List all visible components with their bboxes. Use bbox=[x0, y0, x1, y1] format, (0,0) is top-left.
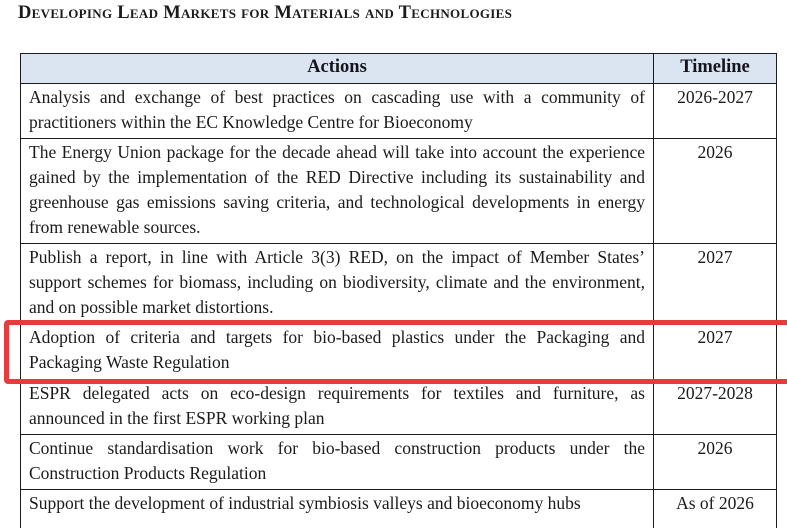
action-cell: Adoption of criteria and targets for bio-based plastics under the Packaging and Packaging Waste Regulation bbox=[21, 324, 654, 380]
table-row bbox=[21, 84, 777, 139]
table-header-row bbox=[21, 54, 777, 84]
table-row bbox=[21, 139, 777, 244]
actions-timeline-table bbox=[20, 53, 777, 528]
column-header-actions: Actions bbox=[21, 54, 654, 84]
action-cell: Continue standardisation work for bio-based construction products under the Construction Products Regulation bbox=[21, 435, 654, 490]
table-row bbox=[21, 380, 777, 435]
timeline-cell: 2027-2028 bbox=[654, 380, 777, 435]
table-row bbox=[21, 490, 777, 528]
timeline-cell: 2027 bbox=[654, 324, 777, 380]
action-cell: The Energy Union package for the decade ahead will take into account the experience gained by the implementation of the RED Directive including its sustainability and greenhouse gas emissions saving criteria, and technological developments in energy from renewable sources. bbox=[21, 139, 654, 244]
timeline-cell: As of 2026 bbox=[654, 490, 777, 528]
column-header-timeline: Timeline bbox=[654, 54, 777, 84]
table-row-highlighted bbox=[21, 324, 777, 380]
timeline-cell: 2026-2027 bbox=[654, 84, 777, 139]
page-title: Developing Lead Markets for Materials and Technologies bbox=[18, 3, 513, 23]
action-cell: Analysis and exchange of best practices on cascading use with a community of practitioners within the EC Knowledge Centre for Bioeconomy bbox=[21, 84, 654, 139]
action-cell: ESPR delegated acts on eco-design requirements for textiles and furniture, as announced in the first ESPR working plan bbox=[21, 380, 654, 435]
table-row bbox=[21, 435, 777, 490]
timeline-cell: 2027 bbox=[654, 244, 777, 324]
table-row bbox=[21, 244, 777, 324]
timeline-cell: 2026 bbox=[654, 139, 777, 244]
timeline-cell: 2026 bbox=[654, 435, 777, 490]
action-cell: Publish a report, in line with Article 3(3) RED, on the impact of Member States’ support schemes for biomass, including on biodiversity, climate and the environment, and on possible market distortions. bbox=[21, 244, 654, 324]
action-cell: Support the development of industrial symbiosis valleys and bioeconomy hubs bbox=[21, 490, 654, 528]
